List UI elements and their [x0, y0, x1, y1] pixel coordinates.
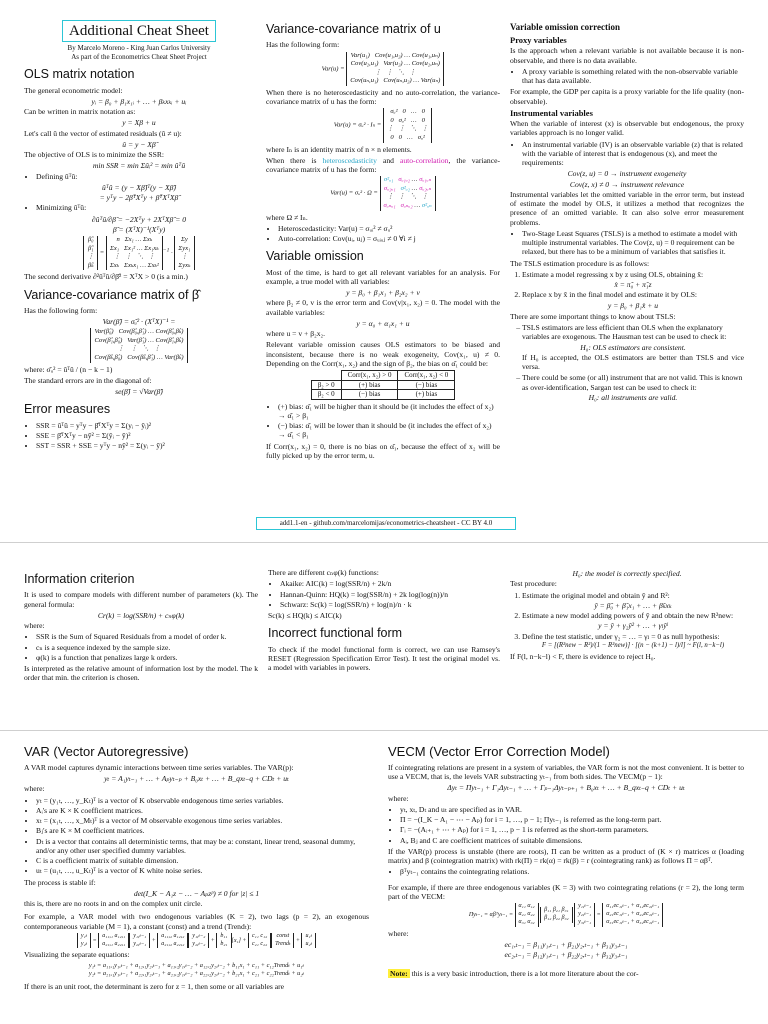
var-example: For example, a VAR model with two endogenous variables (K = 2), two lags (p = 2), an exogenous contemporaneous variable (M = 1), a constant (const) and a trend (Trendₜ): — [24, 912, 369, 931]
vcov-u-where2: where Ω ≠ Iₙ. — [266, 212, 308, 222]
list-item: • SSE = β̂ᵀXᵀy − nȳ² = Σ(ŷᵢ − ȳ)² — [36, 431, 254, 440]
list-item: • Heteroscedasticity: Var(u) = σᵤᵢ² ≠ σᵤ² — [278, 224, 500, 233]
text-fragment: , the variance-covariance matrix of u has the form: — [266, 155, 500, 174]
vecm-ec2: ec₂,ₜ₋₁ = β₁₂y₁,ₜ₋₁ + β₂₂y₂,ₜ₋₁ + β₃₂y₃,ₜ₋₁ — [504, 950, 628, 959]
ols-heading: OLS matrix notation — [24, 67, 135, 82]
vcov-u-eq2: Var(u) = σᵤ² · Ω = — [330, 189, 378, 197]
vcov-beta-heading: Variance-covariance matrix of β̂ — [24, 287, 200, 302]
vcov-beta-where: where: σ̂ᵤ² = ûᵀû / (n − k − 1) — [24, 364, 113, 374]
list-item — [522, 632, 744, 651]
var-column — [24, 738, 369, 1022]
incorrect-form-text: To check if the model functional form is correct, we can use Ramsey's RESET (Regression Specification Error Test). It test the original model vs. a model with variables in powers. — [268, 644, 500, 672]
list-item — [522, 270, 744, 290]
table-cell: (+) bias — [341, 380, 398, 390]
step-text: Estimate a new model adding powers of ŷ and obtain the new R²new: — [522, 611, 734, 620]
ols-matrix-display: β̂₀ β̂₁ ⋮ β̂ₖ = n Σx₁ … Σxₖ Σx₁ Σx₁² … Σx₁xₖ ⋮ ⋮ ⋱ ⋮ Σxₖ Σxₖx₁ … Σxₖ²$^{-1}$ · Σy Σyx₁ ⋮ Σyxₖ — [24, 236, 254, 270]
list-item: • C is a coefficient matrix of suitable dimension. — [36, 856, 369, 865]
text-fragment: When there is — [266, 155, 317, 165]
var-visualizing: Visualizing the separate equations: — [24, 950, 130, 960]
ols-def-eq1: ûᵀû = (y − Xβ̂)ᵀ(y − Xβ̂) — [102, 182, 176, 192]
column-3 — [510, 20, 744, 515]
table-cell: Corr(x₁, x₂) > 0 — [341, 371, 398, 381]
list-item: • Minimizing ûᵀû: — [36, 203, 254, 212]
table-cell — [311, 371, 341, 381]
reset-eq3: F = [(R²new − R²)/(1 − R²new)] · [(n − (k+1) − l)/l] ~ F(l, n−k−l) — [541, 641, 725, 649]
list-item: • Aᵢ's are K × K coefficient matrices. — [36, 806, 369, 815]
vcov-u-matrix-general: Var(u) = Var(u₁) Cov(u₁,u₂) … Cov(u₁,uₙ) Cov(u₂,u₁) Var(u₂) … Cov(u₂,uₙ) ⋮ ⋮ ⋱ ⋮ Cov(uₙ,u₁) Cov(uₙ,u₂) … Var(uₙ) — [266, 52, 500, 86]
tsls-dashes — [510, 323, 744, 402]
vcov-u-text1: When there is no heteroscedasticity and no auto-correlation, the variance-covariance matrix of u has the form: — [266, 87, 500, 106]
table-cell: β₂ < 0 — [311, 390, 341, 400]
vecm-where2: where: — [388, 928, 409, 938]
vcov-u-matrix-identity: Var(u) = σᵤ² · Iₙ = σᵤ² 0 … 0 0 σᵤ² … 0 ⋮ ⋮ ⋱ ⋮ 0 0 … σᵤ² — [266, 108, 500, 142]
info-criterion-text1: It is used to compare models with different number of parameters (k). The general formula: — [24, 590, 258, 609]
vecm-where: where: — [388, 793, 409, 803]
reset-proc: Test procedure: — [510, 579, 557, 589]
list-item — [522, 373, 744, 402]
column-2 — [266, 20, 500, 515]
ols-min-eq1: ∂ûᵀû/∂β̂ = −2Xᵀy + 2XᵀXβ̂ = 0 — [91, 214, 187, 224]
list-item: • yₜ, xₜ, Dₜ and uₜ are specified as in VAR. — [400, 805, 744, 814]
note-label: Note: — [390, 969, 408, 979]
table-cell: (−) bias — [398, 380, 455, 390]
bias-table — [311, 370, 456, 400]
list-item: • Bⱼ's are K × M coefficient matrices. — [36, 826, 369, 835]
table-cell: (−) bias — [341, 390, 398, 400]
table-row — [311, 390, 455, 400]
var-text1: A VAR model captures dynamic interactions between time series variables. The VAR(p): — [24, 762, 294, 772]
vcov-u-has-form: Has the following form: — [266, 40, 340, 50]
iv-heading: Instrumental variables — [510, 107, 593, 118]
list-item: • (+) bias: α̂₁ will be higher than it should be (it includes the effect of x₂) → α̂₁ > β₁ — [278, 402, 500, 421]
info-criterion-text2: Is interpreted as the relative amount of information lost by the model. The k order that min. the criterion is chosen. — [24, 664, 258, 683]
reset-conclusion: If F(l, n−k−l) < F, there is evidence to reject H₀. — [510, 652, 656, 662]
table-cell: (+) bias — [398, 390, 455, 400]
info-criterion-list — [24, 632, 258, 662]
author: By Marcelo Moreno - King Juan Carlos University — [67, 44, 211, 53]
page-separator — [0, 542, 768, 543]
vcov-beta-std-err: The standard errors are in the diagonal of: — [24, 375, 152, 385]
cn-functions-intro: There are different cₙφ(k) functions: — [268, 568, 379, 577]
step-text: Define the test statistic, under γ₂ = … = γₗ = 0 as null hypothesis: — [522, 631, 720, 641]
text-fragment: and — [382, 155, 394, 165]
list-item: • Two-Stage Least Squares (TSLS) is a method to estimate a model with multiple instrumental variables. The Cov(z, u) = 0 requirement can be relaxed, but there has to be a minimum of variables that satisfies it. — [522, 229, 744, 257]
hausman-h0: H₀: OLS estimators are consistent. — [580, 342, 686, 352]
proxy-list — [510, 67, 744, 86]
reset-steps — [510, 591, 744, 651]
vcov-u-matrix-omega: Var(u) = σᵤ² · Ω = σ²ᵤ₁ σᵤ₁ᵤ₂ … σᵤ₁ᵤₙ σᵤ₂ᵤ₁ σ²ᵤ₂ … σᵤ₂ᵤₙ ⋮ ⋮ ⋱ ⋮ σᵤₙᵤ₁ σᵤₙᵤ₂ … σ²ᵤₙ — [266, 176, 500, 210]
tsls-list — [510, 229, 744, 257]
vecm-text1: If cointegrating relations are present in a system of variables, the VAR form is not the most convenient. It is better to use a VECM, that is, the levels VAR substracting yₜ₋₁ from both sides. The VECM(p − 1): — [388, 762, 744, 782]
omission-correction-heading: Variable omission correction — [510, 22, 620, 32]
vcov-u-where1: where Iₙ is an identity matrix of n × n elements. — [266, 144, 412, 154]
vcov-beta-matrix: Var(β̂₀) Cov(β̂₀,β̂₁) … Cov(β̂₀,β̂ₖ) Cov(β̂₁,β̂₀) Var(β̂₁) … Cov(β̂₁,β̂ₖ) ⋮ ⋮ ⋱ ⋮ Cov(β̂ₖ,β̂₀) Cov(β̂ₖ,β̂₁) … Var(β̂ₖ) — [24, 328, 254, 362]
reset-eq2: y = ŷ + γ₂ŷ² + … + γₗŷˡ — [598, 621, 668, 631]
step-text: Estimate the original model and obtain ŷ and R²: — [522, 590, 670, 600]
var-example-matrix: y₁ₜ y₂ₜ = a₁₁,₁ a₁₂,₁ a₂₁,₁ a₂₂,₁y₁,ₜ₋₁ y₂,ₜ₋₁ + a₁₁,₂ a₁₂,₂ a₂₁,₂ a₂₂,₂y₁,ₜ₋₂ y₂,ₜ₋₂ + b₁₁ b₂₁ [x₁] + c₁₁ c₁₂ c₂₁ c₂₂const Trendₜ + u₁ₜ u₂ₜ — [24, 933, 369, 949]
autocorrelation-term: auto-correlation — [399, 155, 449, 165]
bias-bullets — [266, 402, 500, 440]
info-criterion-heading: Information criterion — [24, 572, 135, 586]
list-item: • Auto-correlation: Cov(uᵢ, uⱼ) = σᵤᵢᵤⱼ ≠ 0 ∀i ≠ j — [278, 234, 500, 243]
list-item: • Π = −(I_K − A₁ − ⋯ − Aₚ) for i = 1, …, p − 1; Πyₜ₋₁ is referred as the long-term part. — [400, 815, 744, 824]
ols-define-list — [24, 172, 254, 181]
tsls-steps — [510, 270, 744, 310]
tsls-step2-eq: y = β₀ + β₁x̂ + u — [607, 300, 659, 310]
cn-functions-order: Sc(k) ≤ HQ(k) ≤ AIC(k) — [268, 611, 342, 620]
var-stable-text: this is, there are no roots in and on the complex unit circle. — [24, 899, 203, 909]
error-measures-heading: Error measures — [24, 402, 111, 417]
list-item — [522, 591, 744, 611]
step-text: Estimate a model regressing x by z using OLS, obtaining x̂: — [522, 269, 704, 279]
note-text: this is a very basic introduction, there is a lot more literature about the cor- — [411, 969, 639, 979]
ols-residual-note: Let's call û the vector of estimated residuals (û ≠ u): — [24, 128, 182, 138]
info-criterion-column — [24, 566, 258, 726]
tsls-step1-eq: x̂ = π̂₀ + π̂₁z — [614, 280, 652, 290]
ols-residual-eq: û = y − Xβ̂ — [122, 139, 156, 149]
incorrect-form-heading: Incorrect functional form — [268, 626, 403, 641]
table-row — [311, 380, 455, 390]
var-omission-eq1: y = β₀ + β₁x₁ + β₂x₂ + v — [346, 288, 420, 297]
list-item — [522, 323, 744, 371]
vcov-u-bullets — [266, 224, 500, 244]
ols-matrix-eq: y = Xβ + u — [122, 118, 156, 128]
page-title: Additional Cheat Sheet — [62, 20, 216, 42]
cn-functions-list — [268, 579, 500, 609]
var-sep-eq1: y₁ₜ = a₁₁,₁y₁,ₜ₋₁ + a₁₂,₁y₂,ₜ₋₁ + a₁₁,₂y₁,ₜ₋₂ + a₁₂,₂y₂,ₜ₋₂ + b₁₁x₁ + c₁₁ + c₁₂Trendₜ + u₁ₜ — [88, 961, 305, 969]
vecm-list-2 — [388, 867, 744, 876]
info-criterion-eq: Cr(k) = log(SSR/n) + cₙφ(k) — [97, 610, 185, 620]
var-last: If there is an unit root, the determinant is zero for z = 1, then some or all variables are — [24, 982, 285, 992]
vecm-heading: VECM (Vector Error Correction Model) — [388, 744, 610, 759]
project: As part of the Econometrics Cheat Sheet Project — [71, 52, 207, 61]
var-omission-text3: where u = v + β₂x₂. — [266, 329, 326, 338]
dash-text: TSLS estimators are less efficient than OLS when the explanatory variables are exogenous. The Hausman test can be used to check it: — [522, 323, 727, 342]
var-where: where: — [24, 784, 45, 794]
list-item — [522, 290, 744, 310]
list-item: • Dₜ is a vector that contains all deterministic terms, that may be a: constant, linear trend, seasonal dummy, and/or any other user specified dummy variables. — [36, 837, 369, 856]
var-omission-text4: Relevant variable omission causes OLS estimators to be biased and inconsistent, because there is no weak exogeneity, Cov(x₁, u) ≠ 0. Depending on the Corr(x₁, x₂) and the sign of β₂, the bias on α̂₁ could be: — [266, 340, 500, 368]
reset-h0: H₀: the model is correctly specified. — [572, 569, 682, 578]
ols-objective: The objective of OLS is to minimize the SSR: — [24, 150, 165, 160]
list-item: • Schwarz: Sc(k) = log(SSR/n) + log(n)/n · k — [280, 600, 500, 609]
list-item: • An instrumental variable (IV) is an observable variable (z) that is related with the variable of interest that is endogenous (x), and meet the requirements: — [522, 140, 744, 168]
column-1 — [24, 20, 254, 520]
table-cell: β₂ > 0 — [311, 380, 341, 390]
var-stable-eq: det(I_K − A₁z − … − Aₚzᵖ) ≠ 0 for |z| ≤ 1 — [133, 888, 260, 898]
vecm-ec1: ec₁,ₜ₋₁ = β₁₁y₁,ₜ₋₁ + β₂₁y₂,ₜ₋₁ + β₃₁y₃,ₜ₋₁ — [504, 939, 628, 949]
step-text: Replace x by x̂ in the final model and estimate it by OLS: — [522, 290, 698, 300]
list-item: • Hannan-Quinn: HQ(k) = log(SSR/n) + 2k log(log(n))/n — [280, 590, 500, 599]
tsls-important: There are some important things to know about TSLS: — [510, 311, 676, 321]
list-item: • βᵀyₜ₋₁ contains the cointegrating relations. — [400, 867, 744, 876]
list-item: • (−) bias: α̂₁ will be lower than it should be (it includes the effect of x₂) → α̂₁ < β₁ — [278, 421, 500, 440]
ols-min-eq: min SSR = min Σûᵢ² = min ûᵀû — [92, 161, 186, 171]
author-line — [24, 44, 254, 61]
vecm-lt-lhs: Πyₜ₋₁ = αβᵀyₜ₋₁ = — [468, 912, 513, 919]
vecm-example: For example, if there are three endogenous variables (K = 3) with two cointegrating relations (r = 2), the long term part of the VECM: — [388, 882, 744, 901]
vecm-example-matrix: Πyₜ₋₁ = αβᵀyₜ₋₁ = α₁₁ α₁₂ α₂₁ α₂₂ α₃₁ α₃₂ β₁₁ β₂₁ β₃₁ β₁₂ β₂₂ β₃₂ y₁,ₜ₋₁ y₂,ₜ₋₁ y₃,ₜ₋₁ = α₁₁ec₁,ₜ₋₁ + α₁₂ec₂,ₜ₋₁ α₂₁ec₁,ₜ₋₁ + α₂₂ec₂,ₜ₋₁ α₃₁ec₁,ₜ₋₁ + α₃₂ec₂,ₜ₋₁ — [388, 903, 744, 926]
vecm-eq: Δyₜ = Πyₜ₋₁ + Γ₁Δyₜ₋₁ + … + Γₚ₋₁Δyₜ₋ₚ₊₁ + B₀xₜ + … + B_qxₜ₋q + CDₜ + uₜ — [447, 783, 685, 793]
reset-eq1: ŷ = β̂₀ + β̂₁x₁ + … + β̂ₖxₖ — [594, 600, 672, 610]
list-item: • Γᵢ = −(Aᵢ₊₁ + ⋯ + Aₚ) for i = 1, …, p − 1 is referred as the short-term parameters. — [400, 825, 744, 834]
list-item: • A proxy variable is something related with the non-observable variable that has data available. — [522, 67, 744, 86]
heteroscedasticity-term: heteroscedasticity — [322, 155, 377, 165]
list-item: • Aᵢ, Bⱼ and C are coefficient matrices of suitable dimensions. — [400, 836, 744, 845]
license-link[interactable]: add1.1-en - github.com/marcelomijas/econometrics-cheatsheet - CC BY 4.0 — [256, 517, 516, 530]
ols-matrix-note: Can be written in matrix notation as: — [24, 107, 136, 117]
var-omission-text5: If Corr(x₁, x₂) = 0, there is no bias on α̂₁, because the effect of x₂ will be fully picked up by the error term, u. — [266, 441, 500, 460]
proxy-heading: Proxy variables — [510, 34, 567, 45]
vcov-u-text2 — [266, 156, 500, 175]
ols-def-eq2: = yᵀy − 2β̂ᵀXᵀy + β̂ᵀXᵀXβ̂ — [99, 193, 179, 203]
ols-model-eq: yᵢ = β₀ + β₁x₁ᵢ + … + βₖxₖᵢ + uᵢ — [91, 96, 187, 106]
vecm-note — [388, 969, 744, 978]
list-item: • Defining ûᵀû: — [36, 172, 254, 181]
vcov-beta-has-form: Has the following form: — [24, 305, 98, 315]
ols-second-deriv: The second derivative ∂²ûᵀû/∂β̂² = XᵀX > 0 (is a min.) — [24, 272, 188, 282]
dash-text: There could be some (or all) instrument that are not valid. This is known as over-identification, Sargan test can be used to check it: — [522, 373, 743, 392]
iv-eq1: Cov(z, u) = 0 → instrument exogeneity — [567, 169, 687, 179]
var-omission-text1: Most of the time, is hard to get all relevant variables for an analysis. For example, a true model with all variables: — [266, 267, 500, 286]
vcov-beta-se-eq: se(β̂) = √Var(β̂) — [115, 387, 163, 397]
iv-text: When the variable of interest (x) is observable but endogenous, the proxy variables approach is no longer valid. — [510, 119, 744, 138]
var-omission-heading: Variable omission — [266, 249, 364, 264]
error-measures-list — [24, 421, 254, 451]
list-item: • Akaike: AIC(k) = log(SSR/n) + 2k/n — [280, 579, 500, 588]
vcov-beta-form-eq: Var(β̂) = σ̂ᵤ² · (XᵀX)⁻¹ = — [102, 317, 176, 327]
ols-general: The general econometric model: — [24, 85, 123, 95]
hausman-text: If H₀ is accepted, the OLS estimators are better than TSLS and vice versa. — [522, 352, 744, 372]
vecm-list — [388, 805, 744, 845]
var-omission-text2: where β₂ ≠ 0, v is the error term and Cov(v|x₁, x₂) = 0. The model with the available variables: — [266, 298, 500, 317]
list-item: • SSR = ûᵀû = yᵀy − β̂ᵀXᵀy = Σ(yᵢ − ŷᵢ)² — [36, 421, 254, 430]
list-item: • yₜ = (y₁ₜ, …, y_Kₜ)ᵀ is a vector of K observable endogenous time series variables. — [36, 796, 369, 805]
vecm-text2: If the VAR(p) process is unstable (there are roots), Π can be written as a product of (K × r) matrices α (loading matrix) and β (cointegration matrix) with rk(Π) = rk(α) = rk(β) = r (cointegrating rank) as follows Π = αβᵀ. — [388, 846, 744, 866]
iv-list — [510, 140, 744, 168]
sargan-h0: H₀: all instruments are valid. — [588, 392, 678, 402]
ols-min-eq2: β̂ = (XᵀX)⁻¹(Xᵀy) — [112, 224, 166, 234]
vecm-column — [388, 738, 744, 1022]
reset-column — [510, 568, 744, 728]
list-item: • SST = SSR + SSE = yᵀy − nȳ² = Σ(yᵢ − ȳ)² — [36, 441, 254, 450]
page-separator — [0, 730, 768, 731]
functions-column — [268, 568, 500, 728]
list-item: • cₙ is a sequence indexed by the sample size. — [36, 643, 258, 652]
list-item: • φ(k) is a function that penalizes large k orders. — [36, 653, 258, 662]
table-row — [311, 371, 455, 381]
table-cell: Corr(x₁, x₂) < 0 — [398, 371, 455, 381]
info-criterion-where: where: — [24, 621, 45, 630]
list-item: • xₜ = (x₁ₜ, …, x_Mₜ)ᵀ is a vector of M observable exogenous time series variables. — [36, 816, 369, 825]
list-item: • SSR is the Sum of Squared Residuals from a model of order k. — [36, 632, 258, 641]
tsls-proc: The TSLS estimation procedure is as follows: — [510, 258, 650, 268]
proxy-example: For example, the GDP per capita is a proxy variable for the life quality (non-observable). — [510, 87, 744, 106]
iv-text2: Instrumental variables let the omitted variable in the error term, but instead of estimate the model by OLS, it utilizes a method that recognizes the presence of an omitted variable. It can also solve error measurement problems. — [510, 189, 744, 227]
vcov-u-heading: Variance-covariance matrix of u — [266, 22, 441, 36]
var-heading: VAR (Vector Autoregressive) — [24, 744, 189, 759]
var-sep-eq2: y₂ₜ = a₂₁,₁y₁,ₜ₋₁ + a₂₂,₁y₂,ₜ₋₁ + a₂₁,₂y₁,ₜ₋₂ + a₂₂,₂y₂,ₜ₋₂ + b₂₁x₁ + c₂₁ + c₂₂Trendₜ + u₂ₜ — [88, 970, 305, 978]
proxy-text: Is the approach when a relevant variable is not available because it is non-observable, and there is no data available. — [510, 46, 744, 65]
ols-minimize-list — [24, 203, 254, 212]
vcov-u-eq1: Var(u) = σᵤ² · Iₙ = — [333, 121, 382, 129]
var-eq: yₜ = A₁yₜ₋₁ + … + Aₚyₜ₋ₚ + B₀xₜ + … + B_qxₜ₋q + CDₜ + uₜ — [104, 774, 289, 784]
var-stable: The process is stable if: — [24, 877, 96, 887]
list-item — [522, 611, 744, 631]
iv-eq2: Cov(z, x) ≠ 0 → instrument relevance — [569, 179, 685, 189]
list-item: • uₜ = (u₁ₜ, …, u_Kₜ)ᵀ is a vector of K white noise series. — [36, 866, 369, 875]
var-list — [24, 796, 369, 876]
var-omission-eq2: y = α₀ + α₁x₁ + u — [356, 318, 410, 328]
